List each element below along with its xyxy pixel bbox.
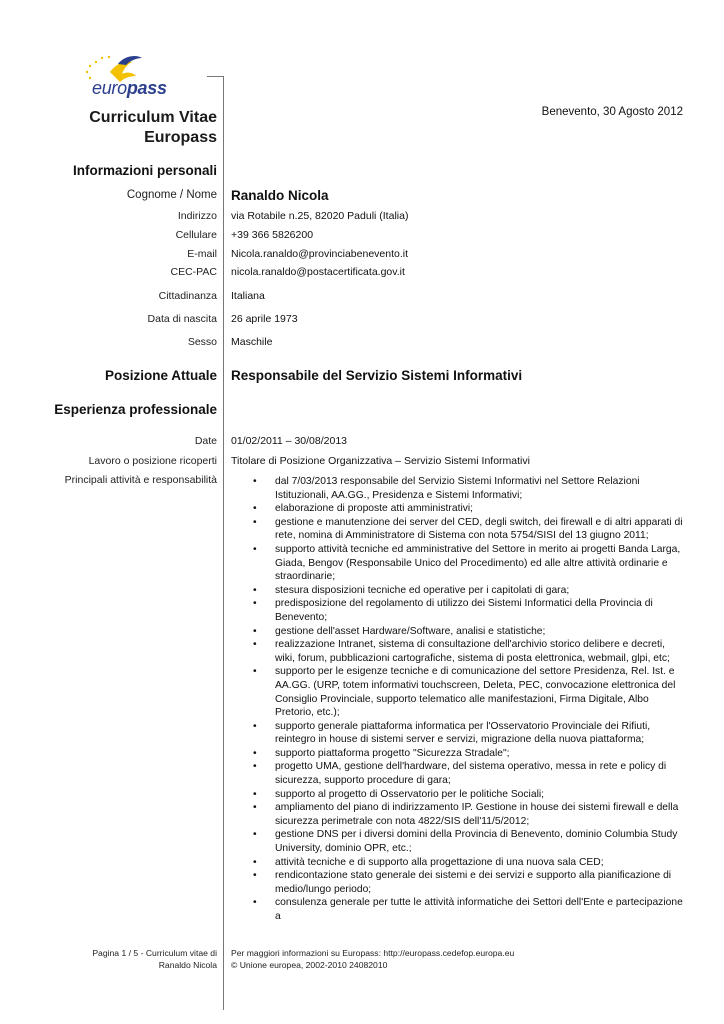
value-name: Ranaldo Nicola [231,188,329,203]
list-item: • progetto UMA, gestione dell'hardware, del sistema operativo, messa in rete e policy di sicurezza, supporto procedure di gara; [231,760,686,787]
list-item: • rendicontazione stato generale dei sistemi e dei servizi e supporto alla pianificazione di medio/lungo periodo; [231,869,686,896]
label-role: Lavoro o posizione ricoperti [88,455,217,467]
list-item: • attività tecniche e di supporto alla progettazione di una nuova sala CED; [231,856,686,870]
value-position: Responsabile del Servizio Sistemi Informativi [231,368,523,383]
activities-list [231,475,686,924]
label-name: Cognome / Nome [126,189,217,201]
cv-title-line2: Europass [144,129,217,146]
list-item: • dal 7/03/2013 responsabile del Servizio Sistemi Informativi nel Settore Relazioni Istituzionali, AA.GG., Presidenza e Sistemi Informativi; [231,475,686,502]
label-pec: CEC-PAC [170,266,217,278]
label-birthdate: Data di nascita [147,313,217,325]
list-item: • supporto attività tecniche ed amministrative del Settore in merito ai progetti Banda Larga, Giada, Bengov (Responsabile Unico del Procedimento) ed alle altre attività ordinarie e straordinarie; [231,543,686,584]
footer-info-line2: © Unione europea, 2002-2010 24082010 [231,960,388,970]
value-pec: nicola.ranaldo@postacertificata.gov.it [231,266,405,278]
section-heading-experience: Esperienza professionale [54,402,217,417]
list-item: • stesura disposizioni tecniche ed operative per i capitolati di gara; [231,584,686,598]
value-mobile: +39 366 5826200 [231,229,314,241]
list-item: • elaborazione di proposte atti amministrativi; [231,502,686,516]
label-date: Date [194,435,217,447]
value-role: Titolare di Posizione Organizzativa – Servizio Sistemi Informativi [231,455,530,467]
label-address: Indirizzo [177,210,217,222]
label-gender: Sesso [187,336,217,348]
label-mobile: Cellulare [175,229,217,241]
list-item: • supporto piattaforma progetto "Sicurezza Stradale"; [231,747,686,761]
value-date: 01/02/2011 – 30/08/2013 [231,435,347,447]
list-item: • predisposizione del regolamento di utilizzo dei Sistemi Informatici della Provincia di Benevento; [231,597,686,624]
value-gender: Maschile [231,336,273,348]
footer-info [231,947,514,971]
list-item: • realizzazione Intranet, sistema di consultazione dell'archivio storico delibere e decreti, wiki, forum, pubblicazioni cartografiche, sistema di posta elettronica, webmail, glpi, etc; [231,638,686,665]
column-divider [223,76,224,1010]
value-email: Nicola.ranaldo@provinciabenevento.it [231,248,409,260]
cv-title [89,108,217,148]
list-item: • supporto al progetto di Osservatorio per le politiche Sociali; [231,788,686,802]
footer-page-line1: Pagina 1 / 5 - Curriculum vitae di [92,948,217,958]
list-item: • gestione dell'asset Hardware/Software, analisi e statistiche; [231,625,686,639]
footer-info-line1: Per maggiori informazioni su Europass: http://europass.cedefop.europa.eu [231,948,515,958]
list-item: • supporto per le esigenze tecniche e di comunicazione del settore Presidenza, Rel. Ist. e AA.GG. (URP, totem informativi touchscreen, Deleta, PEC, convocazione elettronica del Consiglio Provinciale, supporto telematico alle manifestazioni, Firma Digitale, Albo Pretorio, etc.); [231,665,686,719]
list-item: • gestione e manutenzione dei server del CED, degli switch, dei firewall e di altri apparati di rete, nomina di Amministratore di Sistema con nota 5754/SISI del 13 giugno 2011; [231,516,686,543]
list-item: • gestione DNS per i diversi domini della Provincia di Benevento, dominio Columbia Study University, dominio OPR, etc.; [231,828,686,855]
footer-page-info [92,947,217,971]
list-item: • consulenza generale per tutte le attività informatiche dei Settori dell'Ente e partecipazione a [231,896,686,923]
section-heading-position: Posizione Attuale [104,368,217,383]
section-heading-personal: Informazioni personali [72,163,217,178]
label-email: E-mail [187,248,217,260]
value-birthdate: 26 aprile 1973 [231,313,298,325]
label-nationality: Cittadinanza [158,290,217,302]
footer-page-line2: Ranaldo Nicola [158,960,217,970]
list-item: • ampliamento del piano di indirizzamento IP. Gestione in house dei sistemi firewall e della sicurezza perimetrale con nota 4822/SIS dell'11/5/2012; [231,801,686,828]
list-item: • supporto generale piattaforma informatica per l'Osservatorio Provinciale dei Rifiuti, reintegro in house di sistemi server e servizi, migrazione della nuova piattaforma; [231,720,686,747]
value-address: via Rotabile n.25, 82020 Paduli (Italia) [231,210,409,222]
document-date: Benevento, 30 Agosto 2012 [541,106,683,118]
label-activities: Principali attività e responsabilità [64,474,217,486]
europass-logo-text: europass [92,78,167,98]
value-nationality: Italiana [231,290,265,302]
cv-title-line1: Curriculum Vitae [89,109,217,126]
column-divider-tick [207,76,224,77]
